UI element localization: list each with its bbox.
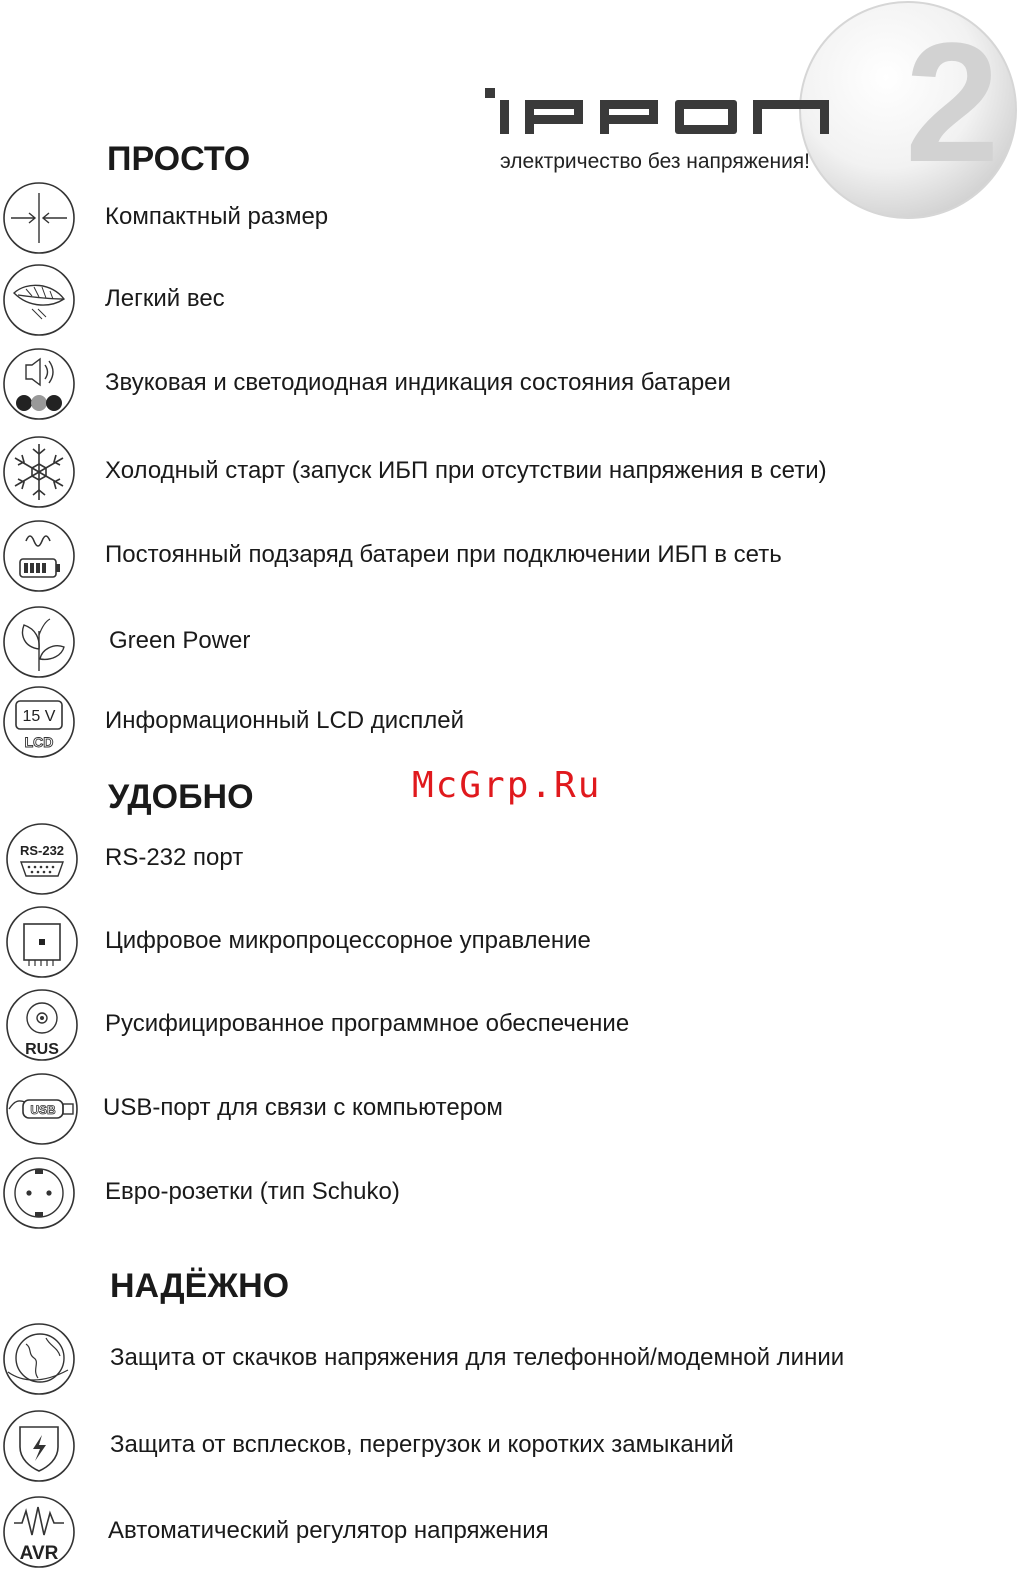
svg-text:RS-232: RS-232 xyxy=(19,843,65,858)
brand-tagline: электричество без напряжения! xyxy=(500,150,811,173)
feature-item xyxy=(0,263,1000,339)
ippon-wordmark xyxy=(485,88,830,138)
microprocessor-icon xyxy=(5,905,79,979)
svg-text:AVR: AVR xyxy=(19,1543,59,1564)
feature-item xyxy=(0,822,1000,898)
svg-text:USB: USB xyxy=(30,1103,56,1117)
feature-label: Защита от всплесков, перегрузок и коротких замыканий xyxy=(110,1431,734,1458)
badge-number: 2 xyxy=(905,8,1000,198)
rs232-port-icon xyxy=(5,822,79,896)
feature-label: Цифровое микропроцессорное управление xyxy=(105,927,591,954)
feather-icon xyxy=(2,263,76,337)
feature-label: Компактный размер xyxy=(105,203,329,230)
section-title-reliable: НАДЁЖНО xyxy=(110,1267,290,1305)
feature-item xyxy=(0,1322,1000,1398)
globe-line-icon xyxy=(2,1322,76,1396)
watermark-text: McGrp.Ru xyxy=(412,765,602,806)
feature-item xyxy=(0,1409,1000,1485)
feature-label: Постоянный подзаряд батареи при подключении ИБП в сеть xyxy=(105,541,782,568)
feature-label: Автоматический регулятор напряжения xyxy=(108,1517,549,1544)
feature-label: Холодный старт (запуск ИБП при отсутствии напряжения в сети) xyxy=(105,457,827,484)
snowflake-icon xyxy=(2,435,76,509)
feature-item xyxy=(0,1156,1000,1232)
battery-charge-icon xyxy=(2,519,76,593)
feature-item xyxy=(0,988,1000,1064)
feature-label: Green Power xyxy=(109,627,251,654)
section-title-simple: ПРОСТО xyxy=(107,140,251,178)
feature-item xyxy=(0,605,1000,681)
feature-label: USB-порт для связи с компьютером xyxy=(103,1094,503,1121)
feature-item xyxy=(0,519,1000,595)
leaf-icon xyxy=(2,605,76,679)
feature-label: Звуковая и светодиодная индикация состояния батареи xyxy=(105,369,731,396)
feature-item xyxy=(0,1072,1000,1148)
feature-item xyxy=(0,435,1000,511)
feature-label: Информационный LCD дисплей xyxy=(105,707,464,734)
feature-item xyxy=(0,347,1000,423)
feature-item xyxy=(0,1495,1000,1571)
feature-item xyxy=(0,905,1000,981)
sound-led-icon xyxy=(2,347,76,421)
shield-icon xyxy=(2,1409,76,1483)
feature-label: Легкий вес xyxy=(105,285,225,312)
feature-item xyxy=(0,685,1000,761)
feature-label: RS-232 порт xyxy=(105,844,244,871)
avr-icon xyxy=(2,1495,76,1569)
section-title-convenient: УДОБНО xyxy=(108,778,254,816)
compact-size-icon xyxy=(2,181,76,255)
usb-port-icon xyxy=(5,1072,79,1146)
svg-text:RUS: RUS xyxy=(25,1041,59,1058)
feature-item xyxy=(0,181,1000,257)
svg-text:LCD: LCD xyxy=(24,734,54,750)
svg-text:15 V: 15 V xyxy=(22,708,56,725)
feature-label: Защита от скачков напряжения для телефонной/модемной линии xyxy=(110,1344,845,1371)
software-disc-icon xyxy=(5,988,79,1062)
lcd-display-icon xyxy=(2,685,76,759)
feature-label: Русифицированное программное обеспечение xyxy=(105,1010,630,1037)
euro-socket-icon xyxy=(2,1156,76,1230)
feature-label: Евро-розетки (тип Schuko) xyxy=(105,1178,400,1205)
